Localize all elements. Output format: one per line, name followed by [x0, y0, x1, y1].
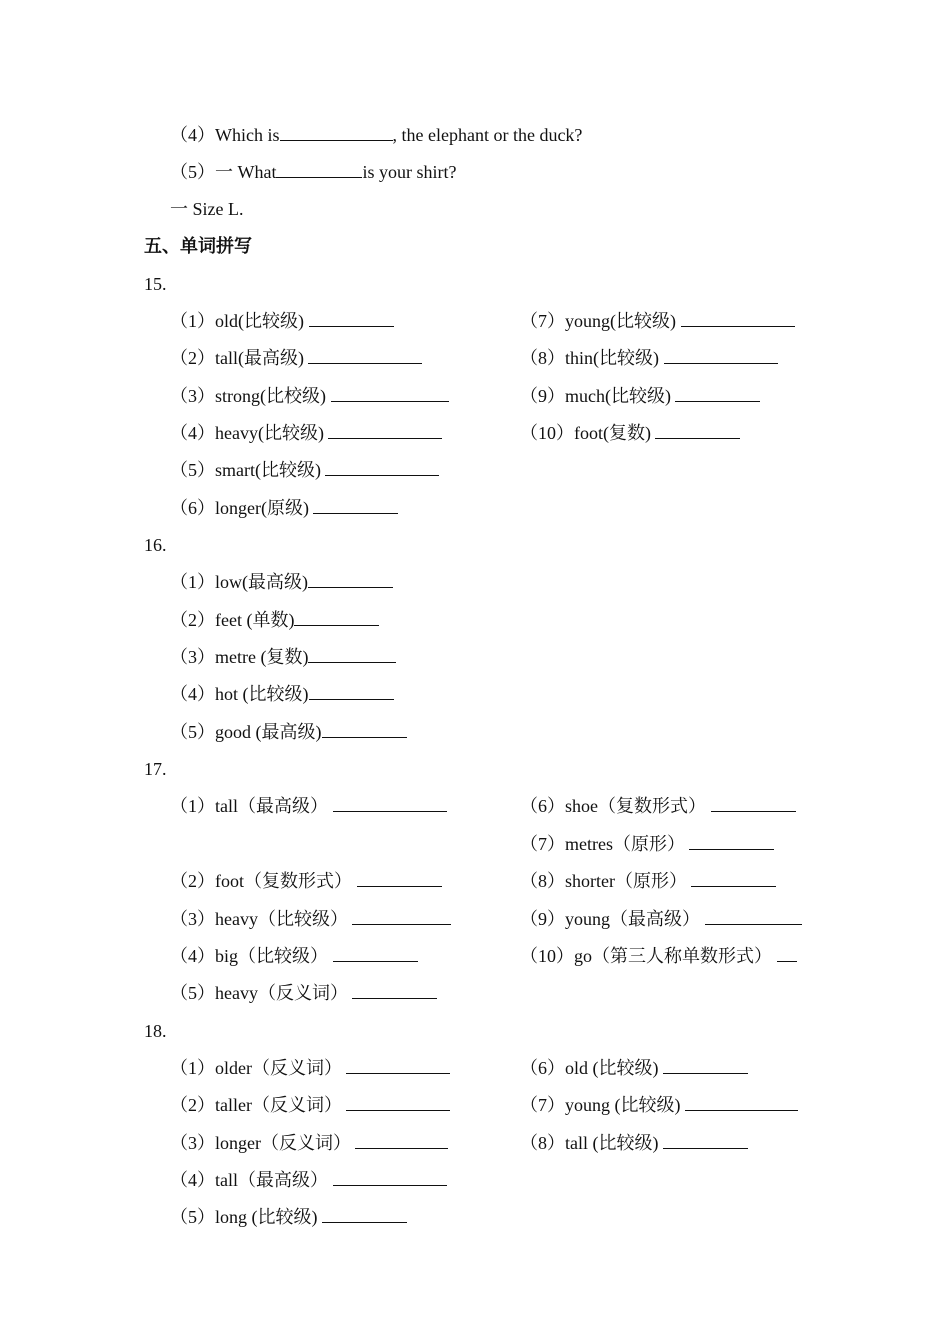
answer-blank[interactable]: [352, 982, 437, 999]
answer-blank[interactable]: [325, 459, 439, 476]
item-label: （10）go（第三人称单数形式）: [520, 946, 772, 966]
list-item: [170, 945, 418, 967]
item-label: （6）old (比较级): [520, 1058, 659, 1078]
item-label: （5）smart(比较级): [170, 460, 321, 480]
answer-blank[interactable]: [352, 908, 451, 925]
item-label: （7）young (比较级): [520, 1095, 681, 1115]
answer-blank[interactable]: [355, 1132, 448, 1149]
item-label: （7）young(比较级): [520, 311, 676, 331]
item-label: （2）taller（反义词）: [170, 1095, 342, 1115]
list-item: [520, 422, 740, 444]
answer-blank[interactable]: [675, 385, 760, 402]
question-4-prefix: （4）Which is: [170, 125, 280, 145]
item-label: （6）shoe（复数形式）: [520, 796, 706, 816]
list-item: [170, 571, 393, 593]
list-item: [520, 795, 796, 817]
item-label: （5）heavy（反义词）: [170, 983, 348, 1003]
answer-blank[interactable]: [333, 945, 418, 962]
answer-blank[interactable]: [309, 683, 394, 700]
question-5-answer: 一 Size L.: [170, 199, 244, 219]
question-number: 18.: [144, 1021, 167, 1041]
answer-blank[interactable]: [322, 1206, 407, 1223]
question-4: [170, 124, 582, 146]
list-item: [520, 1057, 748, 1079]
item-label: （3）longer（反义词）: [170, 1133, 351, 1153]
answer-blank[interactable]: [309, 310, 394, 327]
list-item: [170, 870, 442, 892]
answer-blank[interactable]: [691, 870, 776, 887]
answer-blank[interactable]: [663, 1057, 748, 1074]
answer-blank[interactable]: [655, 422, 740, 439]
question-number: 15.: [144, 274, 167, 294]
question-5-suffix: is your shirt?: [362, 162, 457, 182]
list-item: [170, 1094, 450, 1116]
question-4-suffix: , the elephant or the duck?: [392, 125, 583, 145]
list-item: [170, 982, 437, 1004]
list-item: [170, 609, 379, 631]
answer-blank[interactable]: [705, 908, 802, 925]
question-5-prefix: （5）一 What: [170, 162, 277, 182]
section-title: 五、单词拼写: [144, 236, 252, 257]
item-label: （2）tall(最高级): [170, 348, 304, 368]
list-item: [170, 347, 422, 369]
answer-blank[interactable]: [308, 646, 396, 663]
list-item: [170, 422, 442, 444]
answer-blank[interactable]: [308, 347, 422, 364]
list-item: [170, 908, 451, 930]
item-label: （4）big（比较级）: [170, 946, 329, 966]
list-item: [520, 347, 778, 369]
question-5: [170, 161, 456, 183]
item-label: （5）long (比较级): [170, 1207, 318, 1227]
item-label: （4）tall（最高级）: [170, 1170, 328, 1190]
answer-blank[interactable]: [294, 609, 379, 626]
answer-blank[interactable]: [681, 310, 795, 327]
answer-blank[interactable]: [333, 795, 447, 812]
list-item: [520, 945, 797, 967]
answer-blank[interactable]: [357, 870, 442, 887]
answer-blank[interactable]: [663, 1132, 748, 1149]
question-number: 16.: [144, 535, 167, 555]
item-label: （3）strong(比校级): [170, 386, 326, 406]
list-item: [520, 1132, 748, 1154]
answer-blank[interactable]: [328, 422, 442, 439]
item-label: （1）old(比较级): [170, 311, 304, 331]
list-item: [170, 1057, 450, 1079]
item-label: （8）shorter（原形）: [520, 871, 687, 891]
answer-blank[interactable]: [313, 497, 398, 514]
list-item: [170, 497, 398, 519]
item-label: （1）older（反义词）: [170, 1058, 342, 1078]
item-label: （2）feet (单数): [170, 610, 295, 630]
list-item: [520, 908, 802, 930]
answer-blank[interactable]: [333, 1169, 447, 1186]
item-label: （3）heavy（比较级）: [170, 909, 348, 929]
item-label: （3）metre (复数): [170, 647, 309, 667]
list-item: [170, 683, 394, 705]
item-label: （9）much(比较级): [520, 386, 671, 406]
answer-blank[interactable]: [689, 833, 774, 850]
answer-blank[interactable]: [346, 1057, 450, 1074]
item-label: （9）young（最高级）: [520, 909, 700, 929]
list-item: [170, 459, 439, 481]
list-item: [170, 385, 449, 407]
list-item: [520, 385, 760, 407]
item-label: （1）low(最高级): [170, 572, 308, 592]
item-label: （10）foot(复数): [520, 423, 651, 443]
item-label: （7）metres（原形）: [520, 834, 685, 854]
answer-blank[interactable]: [664, 347, 778, 364]
item-label: （4）hot (比较级): [170, 684, 309, 704]
item-label: （6）longer(原级): [170, 498, 309, 518]
list-item: [170, 795, 447, 817]
list-item: [520, 1094, 798, 1116]
item-label: （1）tall（最高级）: [170, 796, 328, 816]
answer-blank[interactable]: [777, 945, 797, 962]
item-label: （2）foot（复数形式）: [170, 871, 352, 891]
answer-blank[interactable]: [685, 1094, 798, 1111]
item-label: （5）good (最高级): [170, 722, 322, 742]
answer-blank[interactable]: [331, 385, 449, 402]
answer-blank[interactable]: [322, 721, 407, 738]
list-item: [170, 721, 407, 743]
question-number: 17.: [144, 759, 167, 779]
answer-blank[interactable]: [346, 1094, 450, 1111]
item-label: （4）heavy(比较级): [170, 423, 324, 443]
list-item: [520, 310, 795, 332]
list-item: [170, 1206, 407, 1228]
list-item: [520, 870, 776, 892]
item-label: （8）thin(比较级): [520, 348, 659, 368]
answer-blank[interactable]: [711, 795, 796, 812]
answer-blank[interactable]: [308, 571, 393, 588]
answer-blank[interactable]: [276, 161, 362, 178]
item-label: （8）tall (比较级): [520, 1133, 659, 1153]
answer-blank[interactable]: [280, 124, 393, 141]
list-item: [170, 310, 394, 332]
list-item: [170, 646, 396, 668]
list-item: [170, 1169, 447, 1191]
list-item: [520, 833, 774, 855]
list-item: [170, 1132, 448, 1154]
